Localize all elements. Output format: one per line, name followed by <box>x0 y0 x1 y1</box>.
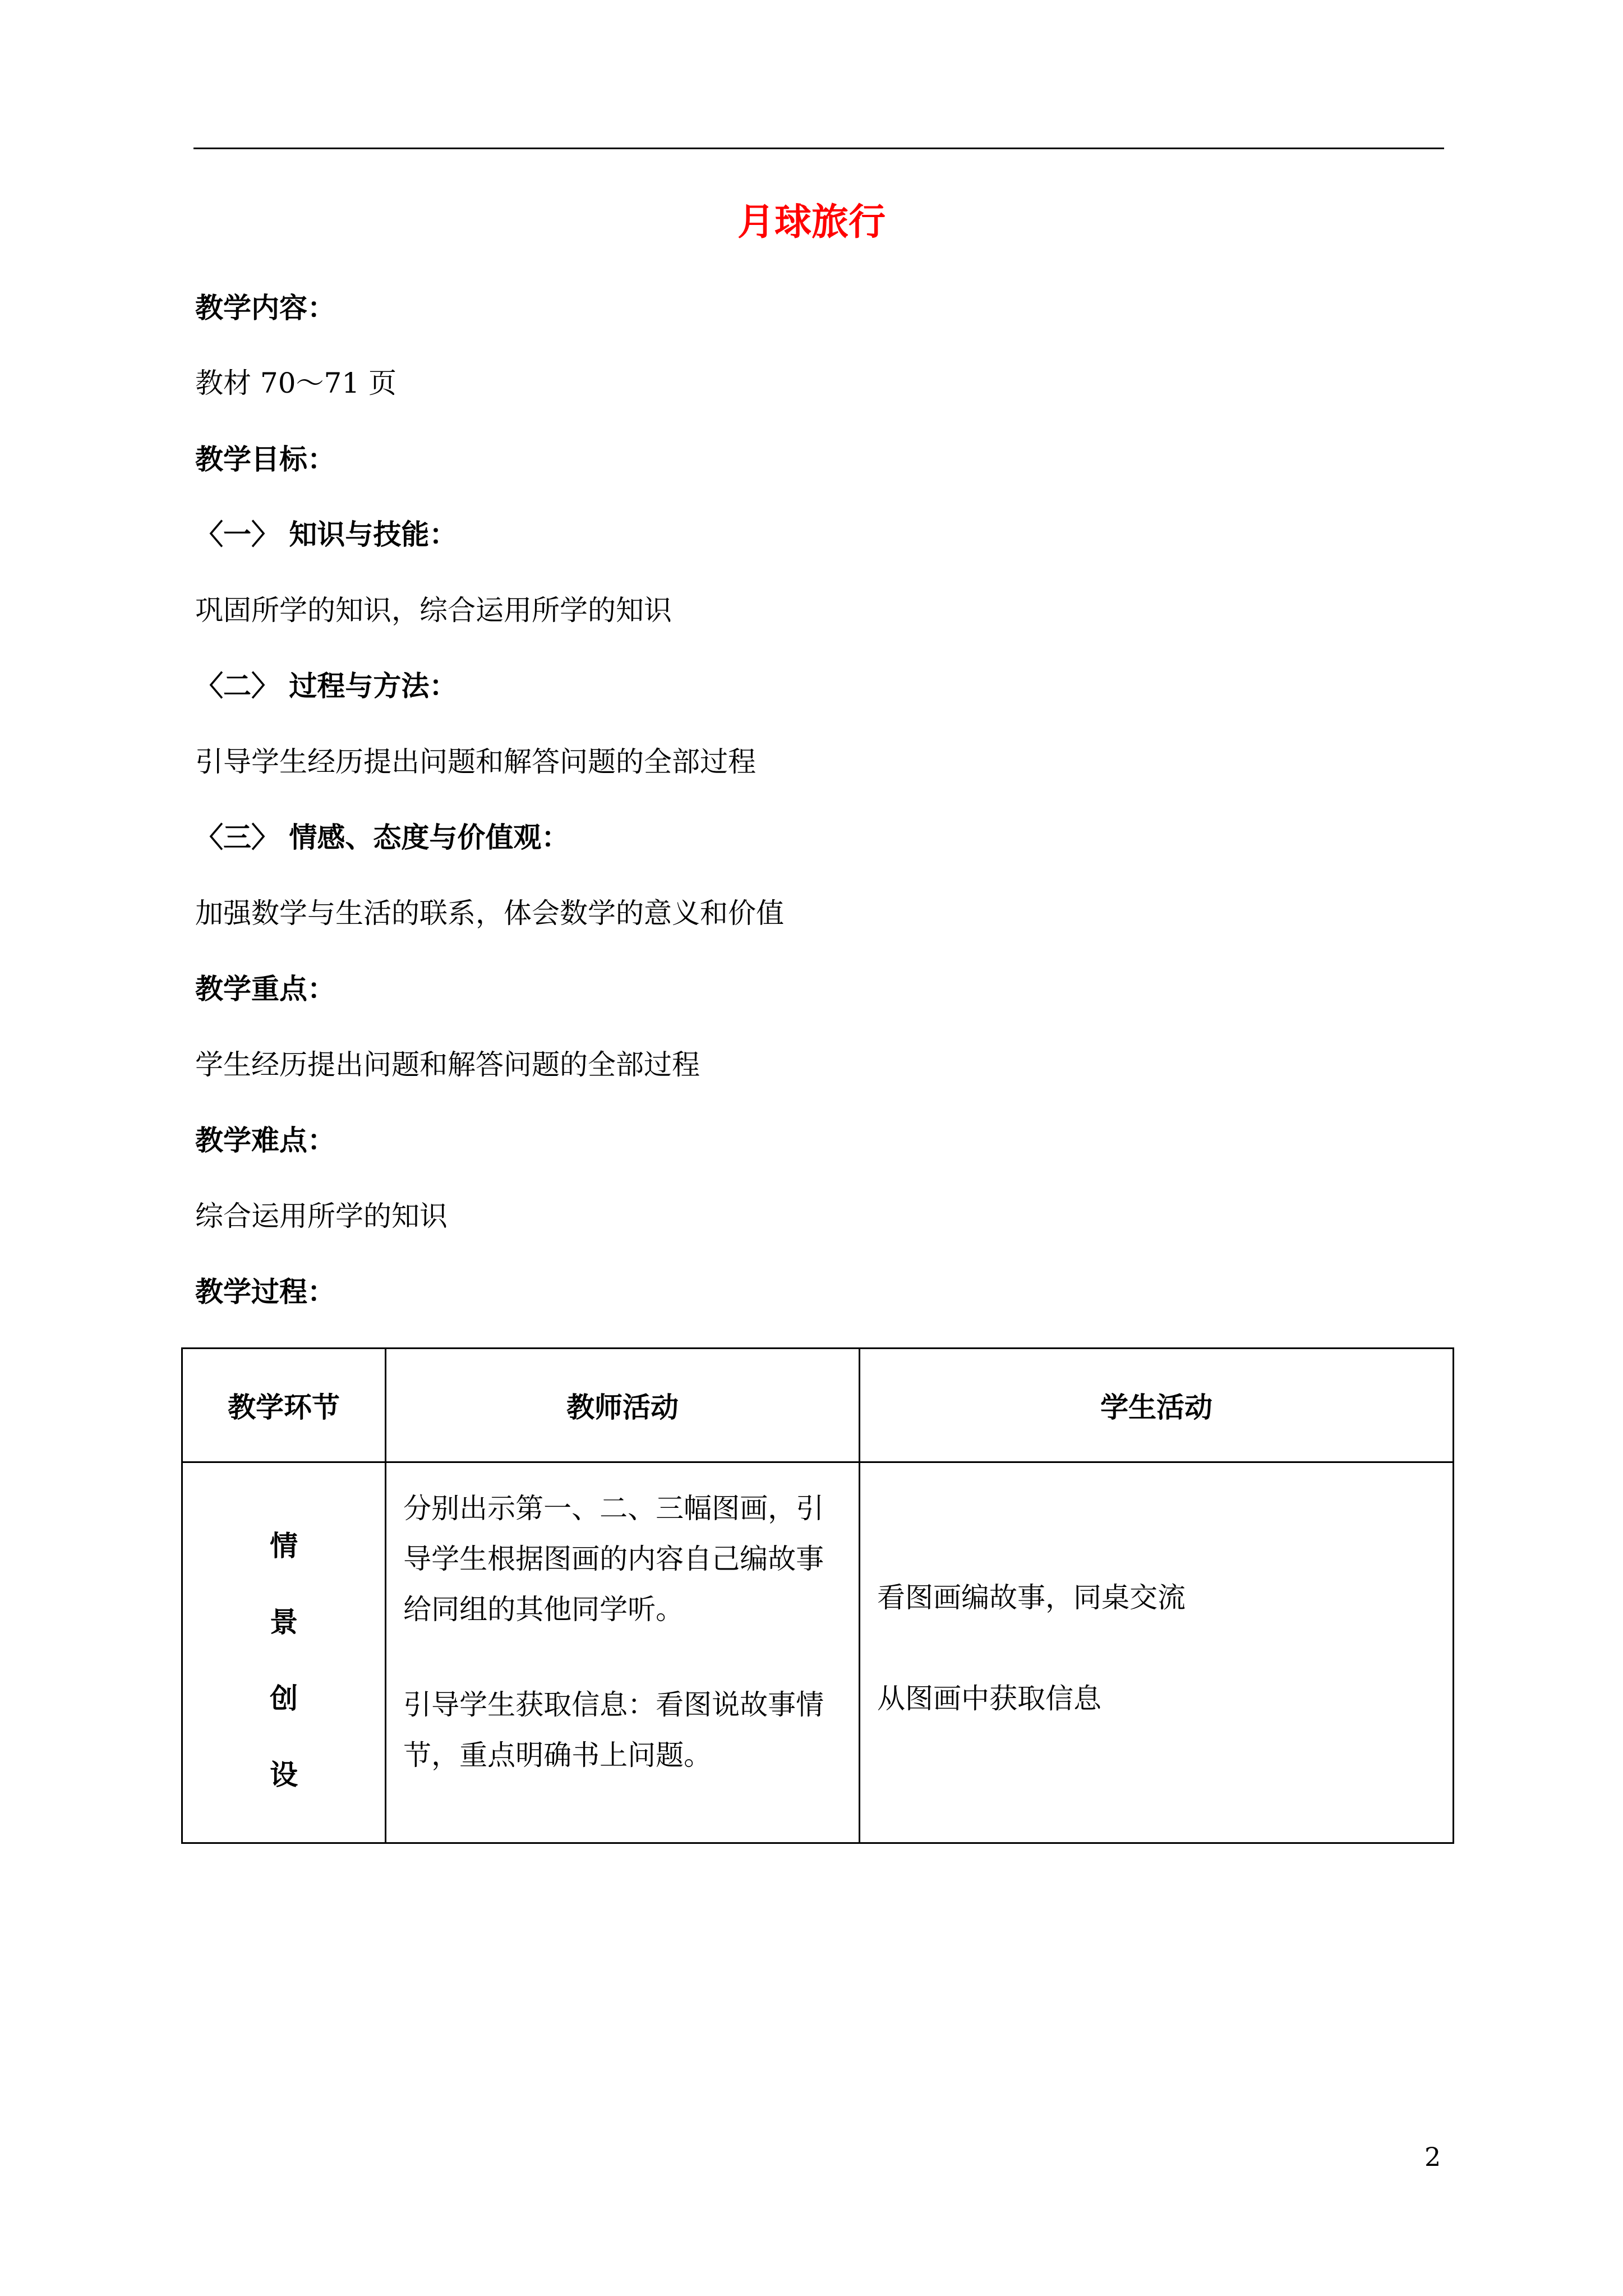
table-header-row <box>182 1349 1454 1462</box>
section-heading-objectives: 教学目标： <box>195 443 335 476</box>
teacher-line: 导学生根据图画的内容自己编故事 <box>403 1543 824 1575</box>
content-text: 教材 70～71 页 <box>195 367 397 399</box>
header-teacher-activity: 教师活动 <box>386 1349 860 1462</box>
student-line: 看图画编故事，同桌交流 <box>877 1581 1186 1614</box>
student-activity-cell <box>860 1462 1454 1843</box>
stage-char: 景 <box>270 1605 298 1639</box>
teacher-line: 分别出示第一、二、三幅图画，引 <box>403 1492 824 1525</box>
section-heading-content: 教学内容： <box>195 291 335 324</box>
header-rule <box>193 148 1444 149</box>
stage-cell <box>182 1462 386 1843</box>
teacher-line: 给同组的其他同学听。 <box>403 1593 684 1626</box>
header-student-activity: 学生活动 <box>860 1349 1454 1462</box>
teaching-process-table <box>181 1347 1454 1844</box>
student-line: 从图画中获取信息 <box>877 1682 1101 1715</box>
section-heading-difficulties: 教学难点： <box>195 1124 335 1157</box>
teacher-line: 节，重点明确书上问题。 <box>403 1739 712 1772</box>
section-heading-process: 教学过程： <box>195 1275 335 1308</box>
objective-text-knowledge: 巩固所学的知识，综合运用所学的知识 <box>195 594 672 627</box>
objective-text-process: 引导学生经历提出问题和解答问题的全部过程 <box>195 746 756 778</box>
table-row <box>182 1462 1454 1843</box>
stage-char: 情 <box>270 1529 298 1562</box>
stage-char: 创 <box>270 1682 298 1715</box>
page-number: 2 <box>1424 2142 1441 2172</box>
header-stage: 教学环节 <box>182 1349 386 1462</box>
objective-heading-process: 〈二〉 过程与方法： <box>195 669 458 702</box>
objective-heading-attitude: 〈三〉 情感、态度与价值观： <box>195 821 570 854</box>
teacher-activity-cell <box>386 1462 860 1843</box>
key-points-text: 学生经历提出问题和解答问题的全部过程 <box>195 1048 700 1081</box>
objective-text-attitude: 加强数学与生活的联系，体会数学的意义和价值 <box>195 897 784 930</box>
teacher-line: 引导学生获取信息：看图说故事情 <box>403 1688 824 1721</box>
document-title: 月球旅行 <box>737 200 886 243</box>
difficulties-text: 综合运用所学的知识 <box>195 1200 448 1232</box>
section-heading-key-points: 教学重点： <box>195 972 335 1005</box>
stage-char: 设 <box>270 1758 298 1791</box>
objective-heading-knowledge: 〈一〉 知识与技能： <box>195 518 458 551</box>
